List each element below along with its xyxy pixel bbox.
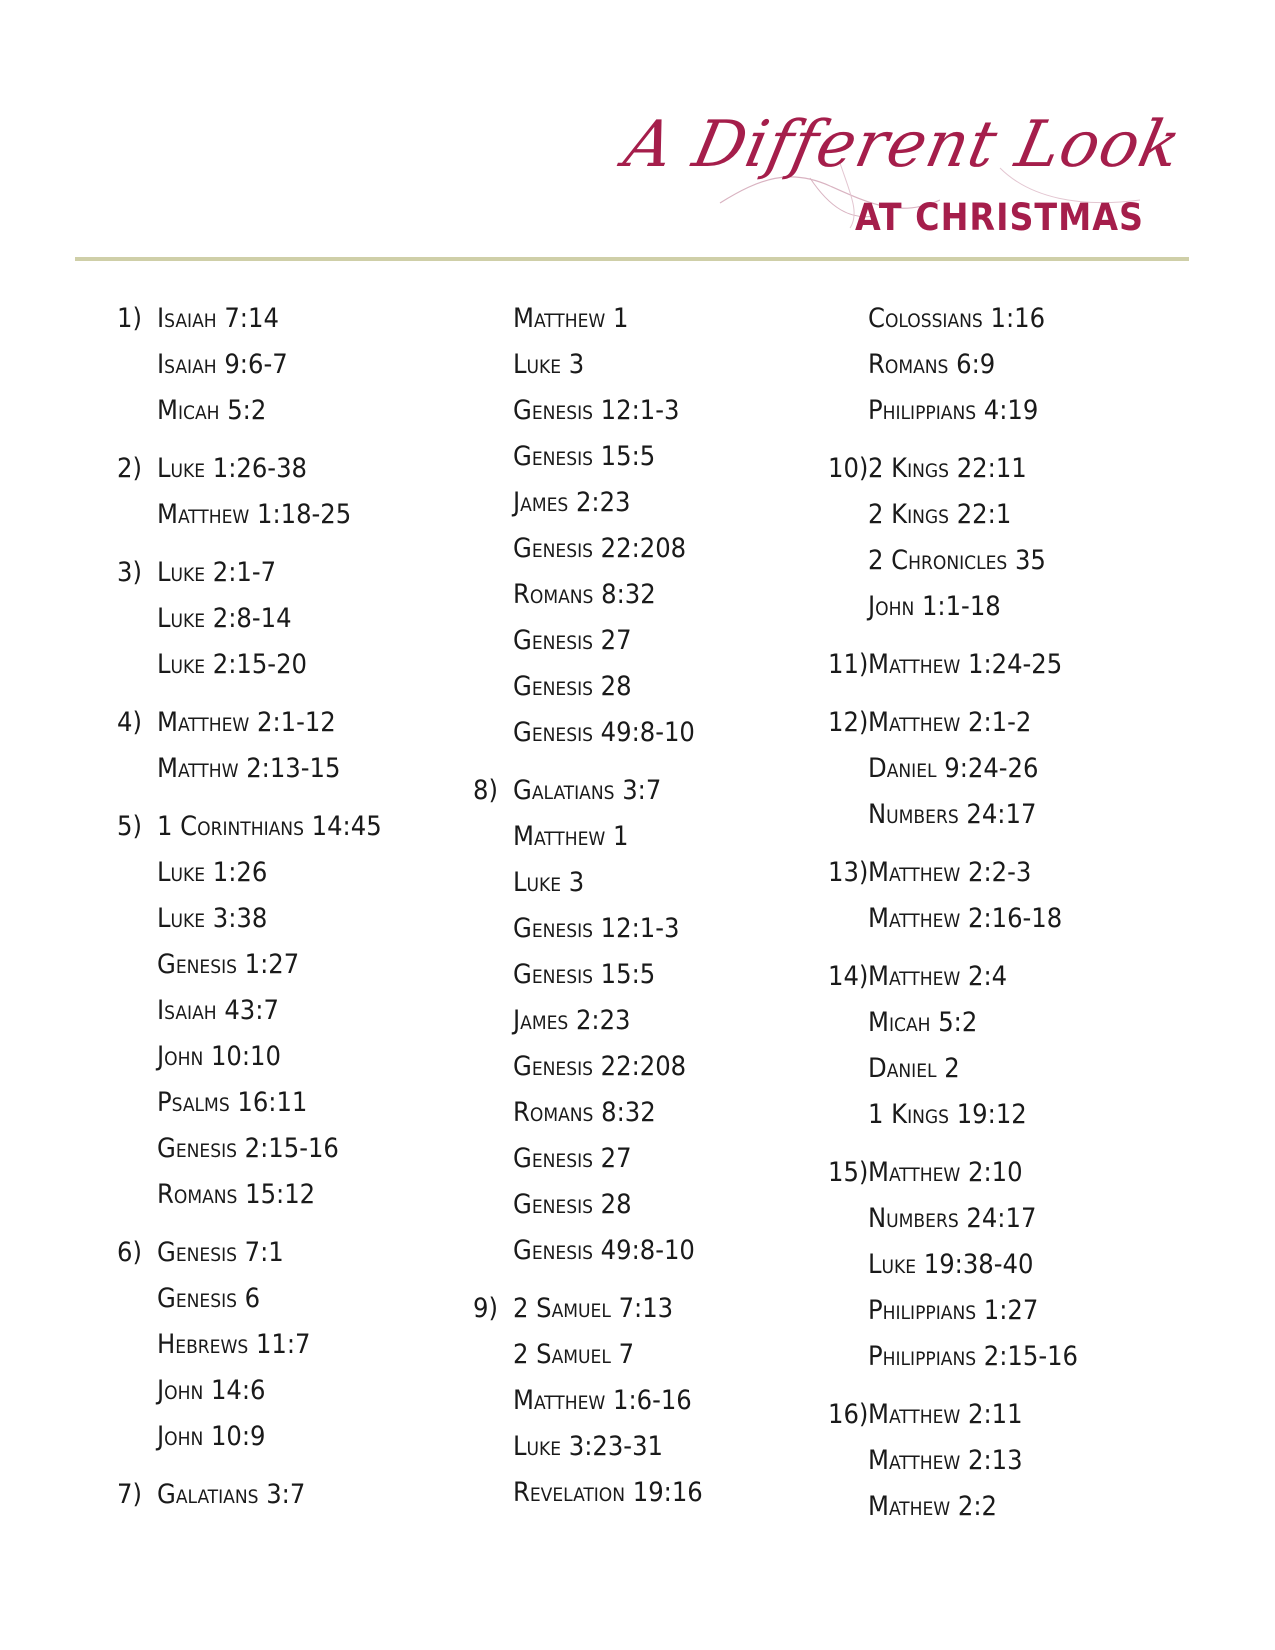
reading-group xyxy=(473,1286,823,1516)
reading-group xyxy=(473,296,823,756)
reference-text: John 10:10 xyxy=(157,1041,281,1072)
day-number: 4) xyxy=(117,707,142,738)
day-number: 1) xyxy=(117,303,142,334)
reference-text: 2 Kings 22:1 xyxy=(868,499,1012,530)
day-number: 13) xyxy=(828,857,869,888)
scripture-reference xyxy=(117,1172,467,1218)
scripture-reference xyxy=(828,1196,1178,1242)
column-2 xyxy=(473,296,823,1528)
scripture-reference xyxy=(828,1334,1178,1380)
scripture-reference xyxy=(828,746,1178,792)
reference-text: Luke 1:26-38 xyxy=(157,453,307,484)
scripture-reference xyxy=(473,388,823,434)
day-number: 2) xyxy=(117,453,142,484)
scripture-reference xyxy=(117,596,467,642)
reference-text: Romans 8:32 xyxy=(513,1097,656,1128)
scripture-reference xyxy=(828,296,1178,342)
scripture-reference xyxy=(828,538,1178,584)
reference-text: Luke 3:38 xyxy=(157,903,268,934)
reference-text: Genesis 12:1-3 xyxy=(513,913,680,944)
scripture-reference xyxy=(117,804,467,850)
subtitle: AT CHRISTMAS xyxy=(854,196,1144,239)
reading-group xyxy=(828,1150,1178,1380)
reference-text: John 10:9 xyxy=(157,1421,266,1452)
reading-group xyxy=(117,1472,467,1518)
reading-group xyxy=(828,850,1178,942)
reference-text: Luke 3 xyxy=(513,867,585,898)
scripture-reference xyxy=(117,988,467,1034)
scripture-reference xyxy=(828,1046,1178,1092)
reference-text: Luke 1:26 xyxy=(157,857,268,888)
scripture-reference xyxy=(828,492,1178,538)
day-number: 5) xyxy=(117,811,142,842)
scripture-reference xyxy=(473,952,823,998)
scripture-reference xyxy=(473,906,823,952)
scripture-reference xyxy=(828,700,1178,746)
scripture-reference xyxy=(473,1378,823,1424)
reference-text: Genesis 7:1 xyxy=(157,1237,284,1268)
reference-text: Romans 8:32 xyxy=(513,579,656,610)
scripture-reference xyxy=(473,480,823,526)
reference-text: Daniel 9:24-26 xyxy=(868,753,1039,784)
reference-text: Numbers 24:17 xyxy=(868,799,1037,830)
scripture-reference xyxy=(117,896,467,942)
reference-text: Galatians 3:7 xyxy=(157,1479,306,1510)
reference-text: Genesis 27 xyxy=(513,1143,632,1174)
reference-text: Matthew 1:24-25 xyxy=(868,649,1063,680)
script-title: A Different Look xyxy=(618,108,1188,182)
scripture-reference xyxy=(828,1000,1178,1046)
reference-text: Micah 5:2 xyxy=(868,1007,978,1038)
reference-text: Genesis 1:27 xyxy=(157,949,300,980)
scripture-reference xyxy=(473,572,823,618)
scripture-reference xyxy=(473,1424,823,1470)
scripture-reference xyxy=(117,550,467,596)
reference-text: Matthew 2:2-3 xyxy=(868,857,1032,888)
reference-text: 2 Samuel 7:13 xyxy=(513,1293,674,1324)
reference-text: Galatians 3:7 xyxy=(513,775,662,806)
scripture-reference xyxy=(473,1090,823,1136)
scripture-reference xyxy=(828,642,1178,688)
reading-group xyxy=(117,700,467,792)
reference-text: Matthew 2:11 xyxy=(868,1399,1023,1430)
scripture-reference xyxy=(473,1044,823,1090)
reading-group xyxy=(117,550,467,688)
day-number: 8) xyxy=(473,775,498,806)
reading-group xyxy=(117,446,467,538)
reference-text: Genesis 27 xyxy=(513,625,632,656)
reference-text: Revelation 19:16 xyxy=(513,1477,703,1508)
scripture-reference xyxy=(473,768,823,814)
reference-text: 2 Chronicles 35 xyxy=(868,545,1046,576)
reference-text: Matthw 2:13-15 xyxy=(157,753,341,784)
scripture-reference xyxy=(473,296,823,342)
reference-text: Genesis 15:5 xyxy=(513,959,656,990)
reference-text: Hebrews 11:7 xyxy=(157,1329,311,1360)
reference-text: 1 Corinthians 14:45 xyxy=(157,811,382,842)
scripture-reference xyxy=(473,1182,823,1228)
scripture-reference xyxy=(117,700,467,746)
scripture-reference xyxy=(828,584,1178,630)
reading-group xyxy=(828,700,1178,838)
scripture-reference xyxy=(828,1288,1178,1334)
scripture-reference xyxy=(473,1286,823,1332)
scripture-reference xyxy=(828,1438,1178,1484)
reference-text: Daniel 2 xyxy=(868,1053,960,1084)
reference-text: Romans 15:12 xyxy=(157,1179,316,1210)
header-divider xyxy=(75,257,1189,261)
reading-group xyxy=(828,642,1178,688)
day-number: 3) xyxy=(117,557,142,588)
reference-text: Genesis 12:1-3 xyxy=(513,395,680,426)
column-3 xyxy=(828,296,1178,1542)
reference-text: Genesis 28 xyxy=(513,1189,632,1220)
scripture-reference xyxy=(117,446,467,492)
scripture-reference xyxy=(828,388,1178,434)
scripture-reference xyxy=(117,1368,467,1414)
reference-text: Luke 19:38-40 xyxy=(868,1249,1034,1280)
day-number: 14) xyxy=(828,961,869,992)
scripture-reference xyxy=(473,618,823,664)
scripture-reference xyxy=(117,296,467,342)
scripture-reference xyxy=(117,1276,467,1322)
reference-text: Matthew 2:16-18 xyxy=(868,903,1063,934)
day-number: 10) xyxy=(828,453,869,484)
reading-group xyxy=(473,768,823,1274)
scripture-reference xyxy=(828,1484,1178,1530)
reference-text: Isaiah 7:14 xyxy=(157,303,279,334)
reference-text: Isaiah 9:6-7 xyxy=(157,349,288,380)
scripture-reference xyxy=(117,1126,467,1172)
scripture-reference xyxy=(828,1392,1178,1438)
scripture-reference xyxy=(473,998,823,1044)
day-number: 7) xyxy=(117,1479,142,1510)
day-number: 15) xyxy=(828,1157,869,1188)
reference-text: Matthew 1:18-25 xyxy=(157,499,352,530)
reference-text: Luke 3 xyxy=(513,349,585,380)
reference-text: Genesis 28 xyxy=(513,671,632,702)
column-1 xyxy=(117,296,467,1530)
scripture-reference xyxy=(117,1034,467,1080)
scripture-reference xyxy=(473,814,823,860)
reference-text: Luke 2:1-7 xyxy=(157,557,277,588)
scripture-reference xyxy=(828,1092,1178,1138)
reference-text: Isaiah 43:7 xyxy=(157,995,279,1026)
reference-text: Luke 3:23-31 xyxy=(513,1431,663,1462)
scripture-reference xyxy=(117,1322,467,1368)
scripture-reference xyxy=(828,792,1178,838)
reference-text: Psalms 16:11 xyxy=(157,1087,308,1118)
scripture-reference xyxy=(473,434,823,480)
reading-group xyxy=(117,1230,467,1460)
reading-group xyxy=(828,446,1178,630)
scripture-reference xyxy=(828,850,1178,896)
reference-text: Micah 5:2 xyxy=(157,395,267,426)
scripture-reference xyxy=(473,1228,823,1274)
reference-text: James 2:23 xyxy=(513,487,631,518)
scripture-reference xyxy=(117,850,467,896)
reference-text: Colossians 1:16 xyxy=(868,303,1046,334)
reference-text: Genesis 49:8-10 xyxy=(513,1235,695,1266)
reference-text: Numbers 24:17 xyxy=(868,1203,1037,1234)
reference-text: Philippians 4:19 xyxy=(868,395,1039,426)
scripture-reference xyxy=(117,342,467,388)
scripture-reference xyxy=(473,860,823,906)
reference-text: Philippians 2:15-16 xyxy=(868,1341,1079,1372)
scripture-reference xyxy=(473,664,823,710)
reference-text: James 2:23 xyxy=(513,1005,631,1036)
scripture-reference xyxy=(117,642,467,688)
reference-text: Matthew 2:1-12 xyxy=(157,707,336,738)
reference-text: Mathew 2:2 xyxy=(868,1491,997,1522)
scripture-reference xyxy=(828,342,1178,388)
day-number: 16) xyxy=(828,1399,869,1430)
reference-text: Philippians 1:27 xyxy=(868,1295,1039,1326)
scripture-reference xyxy=(117,1472,467,1518)
scripture-reference xyxy=(828,446,1178,492)
scripture-reference xyxy=(473,1470,823,1516)
scripture-reference xyxy=(828,896,1178,942)
reference-text: Matthew 2:13 xyxy=(868,1445,1023,1476)
scripture-reference xyxy=(117,1080,467,1126)
day-number: 9) xyxy=(473,1293,498,1324)
scripture-reference xyxy=(117,492,467,538)
reading-group xyxy=(117,804,467,1218)
reading-group xyxy=(117,296,467,434)
reference-text: Genesis 15:5 xyxy=(513,441,656,472)
scripture-reference xyxy=(117,388,467,434)
reference-text: John 14:6 xyxy=(157,1375,266,1406)
reference-text: 2 Samuel 7 xyxy=(513,1339,635,1370)
reference-text: Luke 2:8-14 xyxy=(157,603,292,634)
reference-text: Matthew 1 xyxy=(513,303,629,334)
scripture-reference xyxy=(828,1150,1178,1196)
scripture-reference xyxy=(473,1136,823,1182)
reference-text: Matthew 2:4 xyxy=(868,961,1008,992)
scripture-reference xyxy=(117,1230,467,1276)
day-number: 11) xyxy=(828,649,869,680)
reference-text: Genesis 6 xyxy=(157,1283,261,1314)
scripture-reference xyxy=(117,942,467,988)
scripture-reference xyxy=(473,1332,823,1378)
reference-text: Genesis 22:208 xyxy=(513,533,687,564)
scripture-reference xyxy=(473,710,823,756)
reference-text: Luke 2:15-20 xyxy=(157,649,307,680)
reference-text: Genesis 22:208 xyxy=(513,1051,687,1082)
title-logo xyxy=(618,108,1188,248)
scripture-reference xyxy=(828,1242,1178,1288)
reference-text: Romans 6:9 xyxy=(868,349,996,380)
reference-text: Genesis 2:15-16 xyxy=(157,1133,339,1164)
reading-group xyxy=(828,296,1178,434)
reference-text: Matthew 2:1-2 xyxy=(868,707,1032,738)
day-number: 12) xyxy=(828,707,869,738)
reference-text: 2 Kings 22:11 xyxy=(868,453,1027,484)
reference-text: John 1:1-18 xyxy=(868,591,1001,622)
scripture-reference xyxy=(473,526,823,572)
reading-group xyxy=(828,954,1178,1138)
reference-text: Matthew 1 xyxy=(513,821,629,852)
reading-group xyxy=(828,1392,1178,1530)
reference-text: Matthew 1:6-16 xyxy=(513,1385,692,1416)
day-number: 6) xyxy=(117,1237,142,1268)
scripture-reference xyxy=(473,342,823,388)
scripture-reference xyxy=(117,746,467,792)
reference-text: Matthew 2:10 xyxy=(868,1157,1023,1188)
reference-text: Genesis 49:8-10 xyxy=(513,717,695,748)
scripture-reference xyxy=(828,954,1178,1000)
scripture-reference xyxy=(117,1414,467,1460)
reference-text: 1 Kings 19:12 xyxy=(868,1099,1027,1130)
